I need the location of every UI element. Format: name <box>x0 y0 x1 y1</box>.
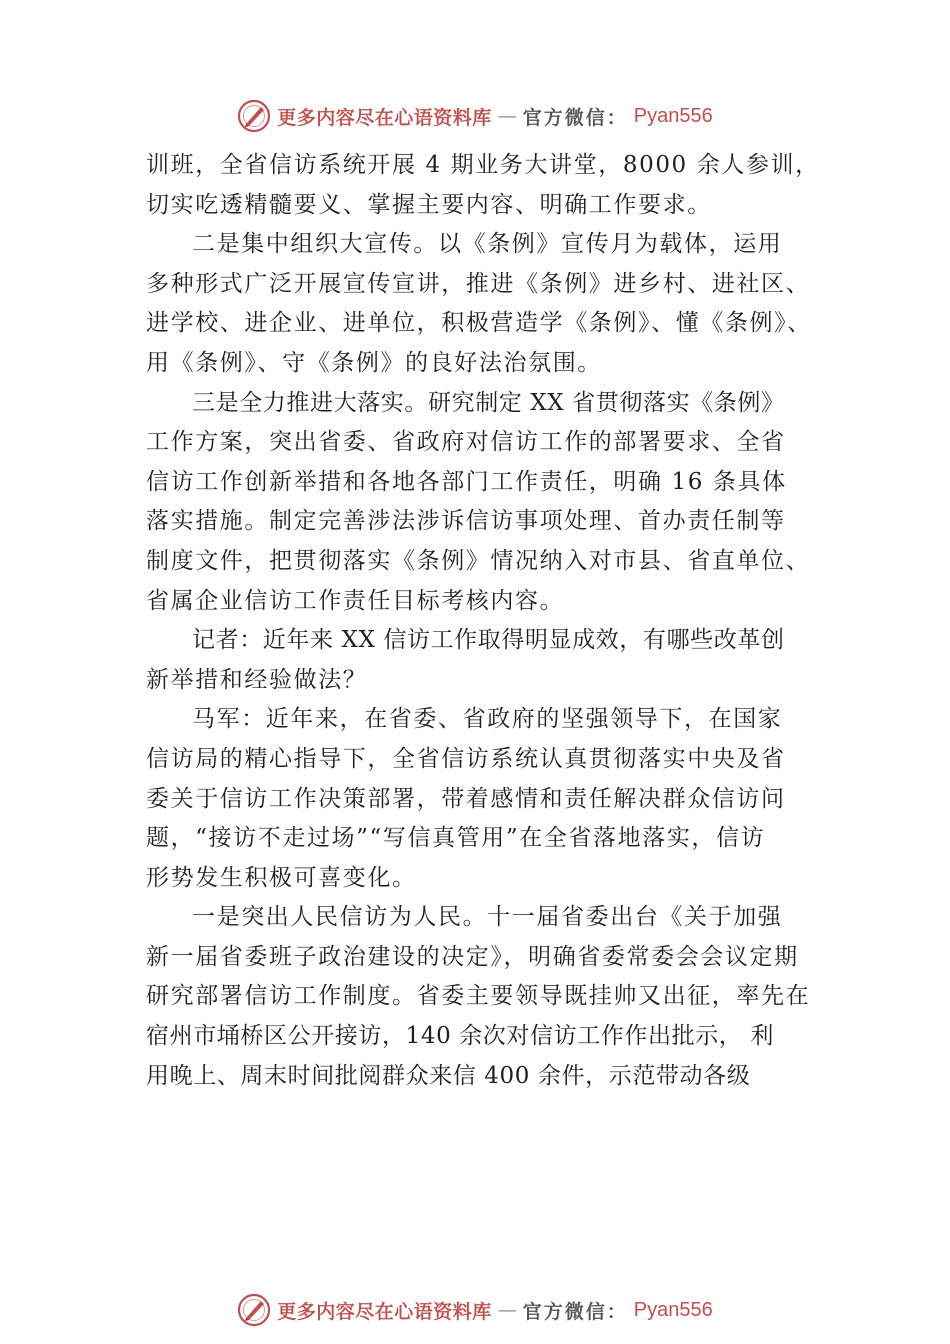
banner-wechat-id: Pyan556 <box>633 1298 713 1321</box>
paragraph-start-line: 三是全力推进大落实。研究制定 XX 省贯彻落实《条例》 <box>192 389 785 416</box>
text-line: 制度文件，把贯彻落实《条例》情况纳入对市县、省直单位、 <box>146 547 811 574</box>
text-line: 用晚上、周末时间批阅群众来信 400 余件，示范带动各级 <box>146 1062 751 1089</box>
text-line: 落实措施。制定完善涉法涉诉信访事项处理、首办责任制等 <box>146 508 786 535</box>
banner-wechat-label: 官方微信： <box>522 1300 628 1323</box>
text-line: 多种形式广泛开展宣传宣讲，推进《条例》进乡村、进社区、 <box>146 270 811 297</box>
banner-separator: — <box>497 105 517 127</box>
text-line: 进学校、进企业、进单位，积极营造学《条例》、懂《条例》、 <box>146 310 812 337</box>
text-line: 宿州市埇桥区公开接访，140 余次对信访工作作出批示， 利 <box>146 1023 774 1050</box>
paragraph-start-line: 二是集中组织大宣传。以《条例》宣传月为载体，运用 <box>192 231 783 258</box>
brand-logo-icon <box>237 99 271 133</box>
text-line: 训班，全省信访系统开展 4 期业务大讲堂，8000 余人参训， <box>146 152 820 178</box>
text-line: 省属企业信访工作责任目标考核内容。 <box>146 587 565 614</box>
footer-watermark-banner <box>0 1290 950 1330</box>
text-line: 新举措和经验做法？ <box>146 666 368 693</box>
header-watermark-banner <box>0 96 950 136</box>
paragraph-start-line: 记者：近年来 XX 信访工作取得明显成效，有哪些改革创 <box>192 627 785 654</box>
banner-title: 更多内容尽在心语资料库 <box>277 106 492 129</box>
text-line: 形势发生积极可喜变化。 <box>146 864 417 891</box>
text-line: 委关于信访工作决策部署，带着感情和责任解决群众信访问 <box>146 785 786 812</box>
paragraph-start-line: 马军：近年来，在省委、省政府的坚强领导下，在国家 <box>192 706 783 733</box>
text-line: 用《条例》、守《条例》的良好法治氛围。 <box>146 349 602 376</box>
banner-wechat-label: 官方微信： <box>522 106 628 129</box>
text-line: 题，“接访不走过场”“写信真管用”在全省落地落实，信访 <box>146 825 766 852</box>
document-body <box>146 146 836 1096</box>
text-line: 研究部署信访工作制度。省委主要领导既挂帅又出征，率先在 <box>146 983 811 1010</box>
text-line: 信访工作创新举措和各地各部门工作责任，明确 16 条具体 <box>146 468 787 495</box>
text-line: 切实吃透精髓要义、掌握主要内容、明确工作要求。 <box>146 191 712 218</box>
banner-title: 更多内容尽在心语资料库 <box>277 1300 492 1323</box>
text-line: 信访局的精心指导下，全省信访系统认真贯彻落实中央及省 <box>146 745 786 772</box>
brand-logo-icon <box>237 1293 271 1327</box>
text-line: 工作方案，突出省委、省政府对信访工作的部署要求、全省 <box>146 429 786 456</box>
banner-wechat-id: Pyan556 <box>633 104 713 127</box>
paragraph-start-line: 一是突出人民信访为人民。十一届省委出台《关于加强 <box>192 904 783 931</box>
text-line: 新一届省委班子政治建设的决定》，明确省委常委会会议定期 <box>146 943 799 970</box>
banner-separator: — <box>497 1299 517 1321</box>
